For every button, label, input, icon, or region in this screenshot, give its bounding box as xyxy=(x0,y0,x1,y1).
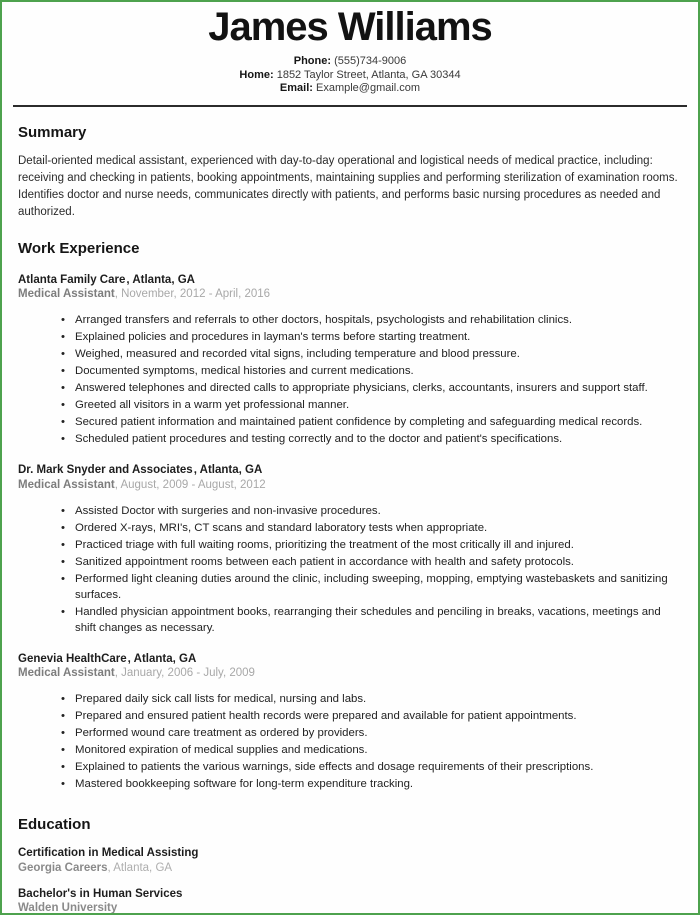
job-title-line xyxy=(18,479,682,491)
job-company: Genevia HealthCare xyxy=(18,652,127,665)
job-location: , Atlanta, GA xyxy=(126,273,195,286)
job-entry xyxy=(18,464,682,636)
job-bullet: • Prepared and ensured patient health records were prepared and available for patient appointments. xyxy=(61,708,682,724)
job-bullet: • Secured patient information and maintained patient confidence by completing and safeguarding medical records. xyxy=(61,414,682,430)
education-degree: Certification in Medical Assisting xyxy=(18,847,199,859)
job-bullet: • Documented symptoms, medical histories and current medications. xyxy=(61,363,682,379)
phone-value: (555)734-9006 xyxy=(334,55,407,67)
job-bullet: • Mastered bookkeeping software for long-term expenditure tracking. xyxy=(61,776,682,792)
job-location: , Atlanta, GA xyxy=(127,652,197,665)
job-bullet: • Assisted Doctor with surgeries and non-invasive procedures. xyxy=(61,503,682,519)
job-company-line xyxy=(18,653,682,665)
contact-phone-line xyxy=(2,55,698,69)
job-title-line xyxy=(18,667,682,679)
job-company: Atlanta Family Care xyxy=(18,273,126,286)
job-title: Medical Assistant xyxy=(18,478,115,491)
summary-section xyxy=(18,124,682,221)
header-divider xyxy=(13,105,687,107)
education-school: Georgia Careers xyxy=(18,861,108,874)
education-heading: Education xyxy=(18,816,91,833)
phone-label: Phone: xyxy=(293,55,332,67)
contact-block xyxy=(2,55,698,96)
page-title: James Williams xyxy=(208,5,492,49)
job-bullet: • Explained to patients the various warnings, side effects and dosage requirements of their prescriptions. xyxy=(61,759,682,775)
education-school-line xyxy=(18,902,682,914)
job-bullet: • Performed wound care treatment as ordered by providers. xyxy=(61,725,682,741)
job-bullet: • Performed light cleaning duties around the clinic, including sweeping, mopping, emptying wastebaskets and sanitizing surfaces. xyxy=(61,571,682,603)
job-dates: , August, 2009 - August, 2012 xyxy=(114,478,266,491)
job-dates: , January, 2006 - July, 2009 xyxy=(114,667,255,679)
job-bullet: • Handled physician appointment books, rearranging their schedules and penciling in breaks, vacations, meetings and shift changes as necessary. xyxy=(61,604,682,636)
job-bullet: • Weighed, measured and recorded vital signs, including temperature and blood pressure. xyxy=(61,346,682,362)
job-bullet: • Prepared daily sick call lists for medical, nursing and labs. xyxy=(61,691,682,707)
job-bullet: • Monitored expiration of medical supplies and medications. xyxy=(61,742,682,758)
job-title: Medical Assistant xyxy=(18,288,115,300)
job-bullet-list xyxy=(18,503,682,636)
jobs-container xyxy=(18,274,682,793)
education-entries-container xyxy=(18,847,682,914)
job-bullet-list xyxy=(18,312,682,447)
contact-email-line xyxy=(2,82,698,96)
summary-text: Detail-oriented medical assistant, experienced with day-to-day operational and logistical needs of medical practice, including: receiving and checking in patients, booking appointments, maintaining supplies and performing sterilization of examination rooms. Identifies doctor and nurse needs, communicates directly with patients, and performs basic nursing procedures as needed and authorized. xyxy=(18,154,678,218)
resume-content xyxy=(2,124,698,915)
education-section xyxy=(18,816,682,914)
education-location: , Atlanta, GA xyxy=(107,861,173,874)
job-bullet: • Answered telephones and directed calls to appropriate physicians, clerks, accountants, insurers and support staff. xyxy=(61,380,682,396)
job-entry xyxy=(18,653,682,793)
job-company-line xyxy=(18,274,682,286)
email-label: Email: xyxy=(279,82,313,94)
home-label: Home: xyxy=(239,68,274,81)
job-bullet: • Practiced triage with full waiting rooms, prioritizing the treatment of the most critically ill and injured. xyxy=(61,537,682,553)
job-location: , Atlanta, GA xyxy=(193,464,263,476)
job-bullet: • Explained policies and procedures in layman's terms before starting treatment. xyxy=(61,329,682,345)
job-bullet: • Ordered X-rays, MRI's, CT scans and standard laboratory tests when appropriate. xyxy=(61,520,682,536)
job-dates: , November, 2012 - April, 2016 xyxy=(114,288,271,300)
job-bullet-list xyxy=(18,691,682,792)
job-title: Medical Assistant xyxy=(18,667,115,679)
job-bullet: • Sanitized appointment rooms between each patient in accordance with health and safety protocols. xyxy=(61,554,682,570)
work-experience-section xyxy=(18,240,682,793)
contact-home-line xyxy=(2,69,698,83)
job-bullet: • Greeted all visitors in a warm yet professional manner. xyxy=(61,397,682,413)
job-title-line xyxy=(18,288,682,300)
education-school-line xyxy=(18,862,682,874)
email-value: Example@gmail.com xyxy=(315,82,421,94)
education-entry xyxy=(18,888,682,915)
job-company: Dr. Mark Snyder and Associates xyxy=(18,464,193,476)
job-company-line xyxy=(18,464,682,476)
education-entry xyxy=(18,847,682,874)
home-value: 1852 Taylor Street, Atlanta, GA 30344 xyxy=(276,68,461,81)
summary-heading: Summary xyxy=(18,123,87,141)
job-bullet: • Arranged transfers and referrals to other doctors, hospitals, psychologists and rehabilitation clinics. xyxy=(61,312,682,328)
work-experience-heading: Work Experience xyxy=(18,239,140,257)
job-bullet: • Scheduled patient procedures and testing correctly and to the doctor and patient's specifications. xyxy=(61,431,682,447)
education-degree: Bachelor's in Human Services xyxy=(18,887,183,900)
job-entry xyxy=(18,274,682,448)
education-school: Walden University xyxy=(18,902,118,914)
